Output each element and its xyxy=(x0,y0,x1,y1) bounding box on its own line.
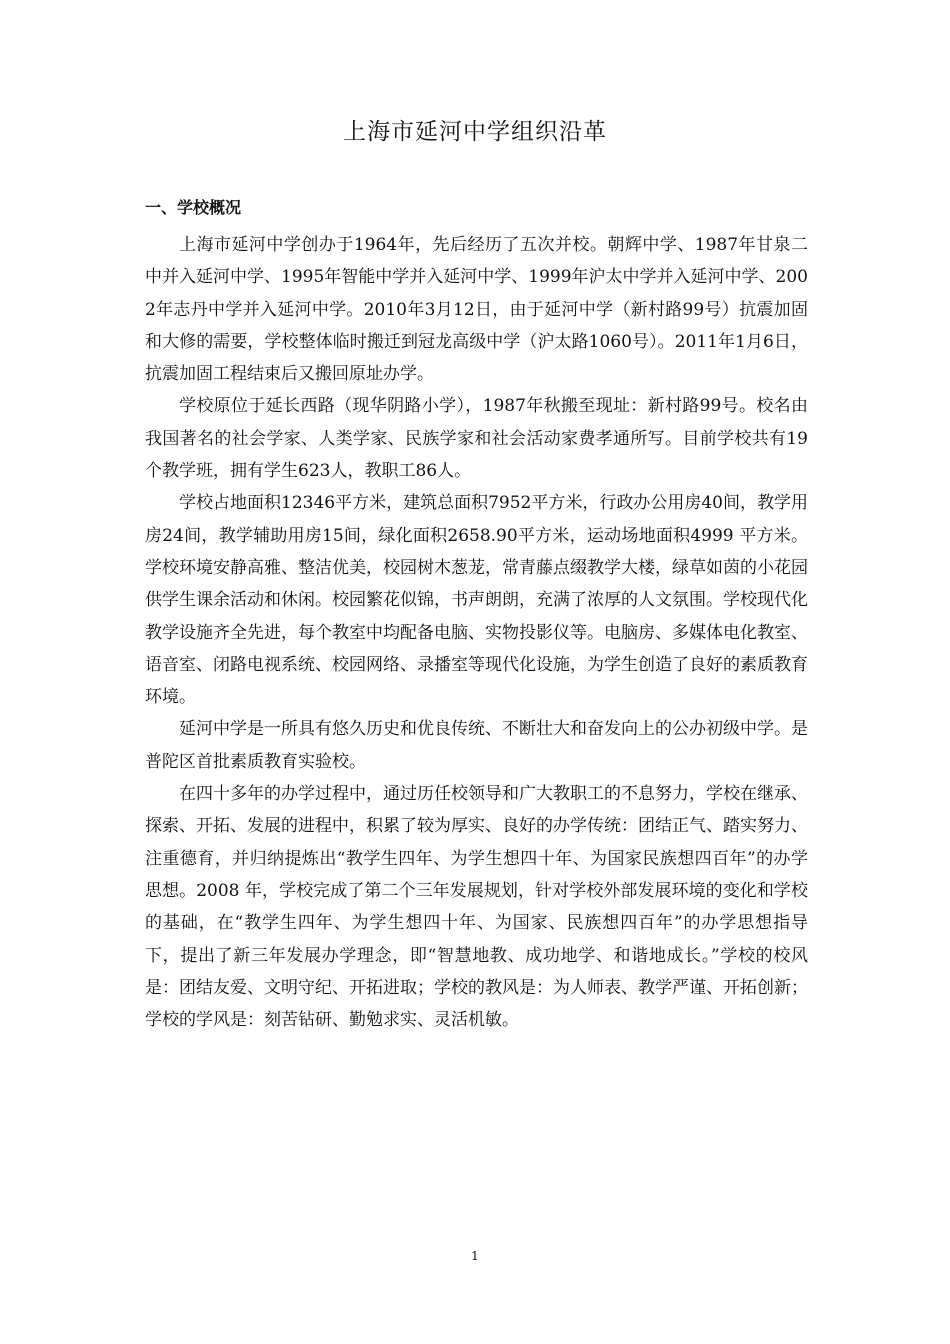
paragraph-location: 学校原位于延长西路（现华阴路小学），1987年秋搬至现址：新村路99号。校名由我国著名的社会学家、人类学家、民族学家和社会活动家费孝通所写。目前学校共有19个教学班，拥有学生623人，教职工86人。 xyxy=(145,396,808,482)
paragraph-school-type: 延河中学是一所具有悠久历史和优良传统、不断壮大和奋发向上的公办初级中学。是普陀区首批素质教育实验校。 xyxy=(145,719,808,772)
section-body xyxy=(145,229,808,1036)
paragraph-history: 上海市延河中学创办于1964年，先后经历了五次并校。朝辉中学、1987年甘泉二中并入延河中学、1995年智能中学并入延河中学、1999年沪太中学并入延河中学、2002年志丹中学并入延河中学。2010年3月12日，由于延河中学（新村路99号）抗震加固和大修的需要，学校整体临时搬迁到冠龙高级中学（沪太路1060号）。2011年1月6日，抗震加固工程结束后又搬回原址办学。 xyxy=(145,235,808,385)
document-title: 上海市延河中学组织沿革 xyxy=(343,119,607,145)
section-heading: 一、学校概况 xyxy=(145,198,242,217)
paragraph-facilities: 学校占地面积12346平方米，建筑总面积7952平方米，行政办公用房40间，教学用房24间，教学辅助用房15间，绿化面积2658.90平方米，运动场地面积4999 平方米。学校环境安静高雅、整洁优美，校园树木葱茏，常青藤点缀教学大楼，绿草如茵的小花园供学生课余活动和休闲。校园繁花似锦，书声朗朗，充满了浓厚的人文氛围。学校现代化教学设施齐全先进，每个教室中均配备电脑、实物投影仪等。电脑房、多媒体电化教室、语音室、闭路电视系统、校园网络、录播室等现代化设施，为学生创造了良好的素质教育环境。 xyxy=(145,493,808,708)
paragraph-philosophy: 在四十多年的办学过程中，通过历任校领导和广大教职工的不息努力，学校在继承、探索、开拓、发展的进程中，积累了较为厚实、良好的办学传统：团结正气、踏实努力、注重德育，并归纳提炼出“教学生四年、为学生想四十年、为国家民族想四百年”的办学思想。2008 年，学校完成了第二个三年发展规划，针对学校外部发展环境的变化和学校的基础，在“教学生四年、为学生想四十年、为国家、民族想四百年”的办学思想指导下，提出了新三年发展办学理念，即“智慧地教、成功地学、和谐地成长。”学校的校风是：团结友爱、文明守纪、开拓进取；学校的教风是：为人师表、教学严谨、开拓创新；学校的学风是：刻苦钻研、勤勉求实、灵活机敏。 xyxy=(145,784,808,1031)
page-number: 1 xyxy=(471,1249,479,1263)
